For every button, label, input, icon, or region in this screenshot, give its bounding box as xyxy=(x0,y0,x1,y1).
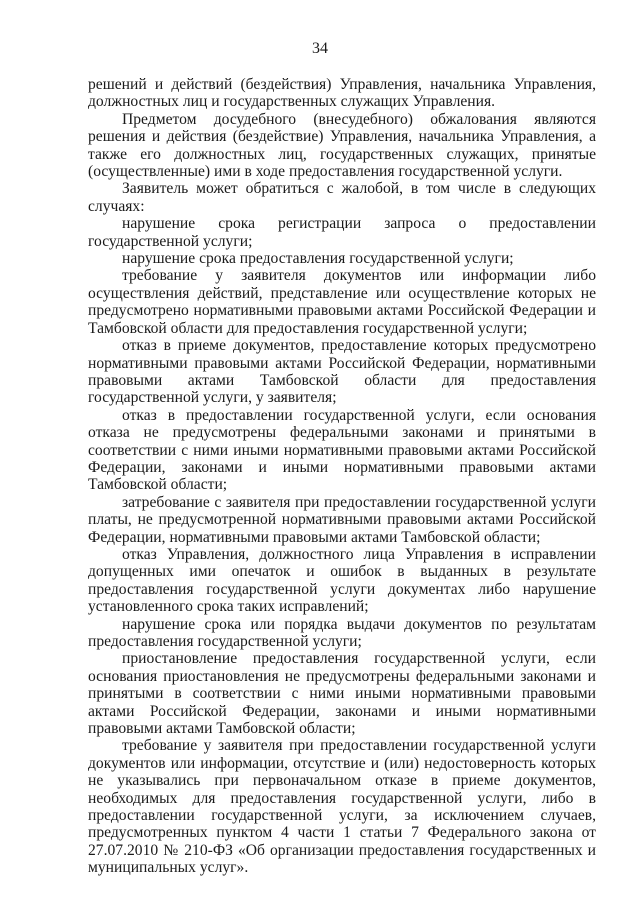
list-item-service-deadline: нарушение срока предоставления государственной услуги; xyxy=(122,250,514,268)
paragraph-complaint-cases-intro: Заявитель может обратиться с жалобой, в том числе в следующих случаях: xyxy=(88,180,596,215)
list-item-issuance-violation: нарушение срока или порядка выдачи документов по результатам предоставления государственной услуги; xyxy=(88,615,596,650)
page-number: 34 xyxy=(312,40,328,57)
list-item-unlawful-fee: затребование с заявителя при предоставлении государственной услуги платы, не предусмотренной нормативными правовыми актами Российской Федерации, нормативными правовыми актами Тамбовской области; xyxy=(88,493,596,546)
list-item-extra-documents: требование у заявителя документов или информации либо осуществления действий, представление или осуществление которых не предусмотрено нормативными правовыми актами Российской Федерации и Тамбовской области для предоставления государственной услуги; xyxy=(88,267,596,337)
paragraph-continuation: решений и действий (бездействия) Управления, начальника Управления, должностных лиц и государственных служащих Управления. xyxy=(88,76,596,111)
list-item-suspension: приостановление предоставления государственной услуги, если основания приостановления не предусмотрены федеральными законами и принятыми в соответствии с ними иными нормативными правовыми актами Российской Федерации, законами и иными нормативными правовыми актами Тамбовской области; xyxy=(88,650,596,738)
document-text-body xyxy=(88,76,596,877)
list-item-registration-deadline: нарушение срока регистрации запроса о предоставлении государственной услуги; xyxy=(88,215,596,250)
list-item-undisclosed-documents: требование у заявителя при предоставлении государственной услуги документов или информации, отсутствие и (или) недостоверность которых не указывались при первоначальном отказе в приеме документов, необходимых для предоставления государственной услуги, либо в предоставлении государственной услуги, за исключением случаев, предусмотренных пунктом 4 части 1 статьи 7 Федерального закона от 27.07.2010 № 210-ФЗ «Об организации предоставления государственных и муниципальных услуг». xyxy=(88,737,596,877)
list-item-refusal-service: отказ в предоставлении государственной услуги, если основания отказа не предусмотрены федеральными законами и принятыми в соответствии с ними иными нормативными правовыми актами Российской Федерации, законами и иными нормативными правовыми актами Тамбовской области; xyxy=(88,406,596,494)
list-item-typo-correction-refusal: отказ Управления, должностного лица Управления в исправлении допущенных ими опечаток и ошибок в выданных в результате предоставления государственной услуги документах либо нарушение установленного срока таких исправлений; xyxy=(88,545,596,616)
paragraph-subject-of-appeal: Предметом досудебного (внесудебного) обжалования являются решения и действия (бездействие) Управления, начальника Управления, а также его должностных лиц, государственных служащих, принятые (осуществленные) ими в ходе предоставления государственной услуги. xyxy=(88,110,596,181)
list-item-refusal-accept-docs: отказ в приеме документов, предоставление которых предусмотрено нормативными правовыми актами Российской Федерации, нормативными правовыми актами Тамбовской области для предоставления государственной услуги, у заявителя; xyxy=(88,337,596,407)
